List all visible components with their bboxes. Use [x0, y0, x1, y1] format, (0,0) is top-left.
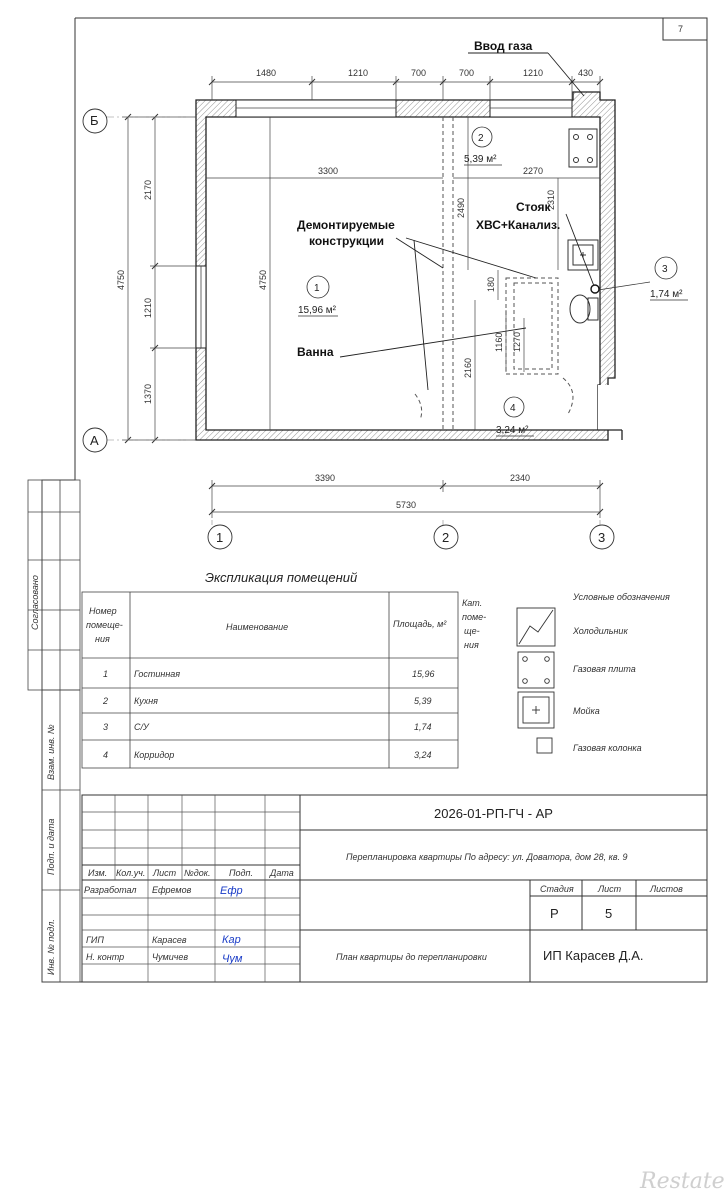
toilet — [570, 295, 598, 323]
room-3-area: 1,74 м² — [650, 289, 683, 300]
room-2-number: 2 — [478, 133, 484, 144]
stamp-organization: ИП Карасев Д.А. — [543, 948, 644, 963]
bath-label: Ванна — [297, 345, 334, 359]
dimension-lines — [122, 76, 600, 518]
dim-left-2: 1210 — [143, 297, 153, 318]
riser-marker — [591, 285, 599, 293]
dim-left-total: 4750 — [116, 269, 126, 290]
stamp-role-norm-control: Н. контр — [86, 952, 125, 962]
room-2-area: 5,39 м² — [464, 154, 497, 165]
stamp-sheets-label: Листов — [650, 884, 683, 894]
sink-icon — [518, 692, 554, 728]
stamp-document-code: 2026-01-РП-ГЧ - АР — [434, 806, 553, 821]
explication-row-num: 4 — [103, 750, 109, 760]
riser-label-line1: Стояк — [516, 200, 551, 214]
stamp-header-kol: Кол.уч. — [116, 868, 146, 878]
room-4-number: 4 — [510, 403, 516, 414]
explication-row-name: Гостинная — [134, 669, 181, 679]
explication-header-num-2: помеще- — [86, 620, 123, 630]
axis-row-a: А — [90, 433, 99, 448]
explication-header-num-3: ния — [95, 634, 110, 644]
legend-label-sink: Мойка — [573, 706, 600, 716]
gas-boiler-icon — [537, 738, 552, 753]
signature-developer: Ефр — [220, 885, 243, 897]
room-1-area: 15,96 м² — [298, 305, 337, 316]
explication-row-num: 3 — [103, 722, 109, 732]
stamp-project-name: Перепланировка квартиры По адресу: ул. Доватора, дом 28, кв. 9 — [346, 852, 628, 862]
dim-left-1: 2170 — [143, 179, 153, 200]
legend-label-fridge: Холодильник — [573, 626, 628, 636]
table-row — [102, 696, 432, 706]
explication-row-area: 15,96 — [412, 669, 435, 679]
dim-top-1: 1480 — [256, 68, 277, 78]
explication-row-num: 2 — [103, 696, 109, 706]
table-row — [103, 722, 432, 732]
dim-2310: 2310 — [546, 189, 556, 210]
stamp-name-norm-control: Чумичев — [152, 952, 189, 962]
stamp-header-izm: Изм. — [88, 868, 108, 878]
dim-1160: 1160 — [494, 332, 504, 352]
signature-gip: Кар — [222, 934, 241, 946]
signature-norm-control: Чум — [222, 953, 243, 965]
explication-row-area: 3,24 — [414, 750, 432, 760]
room-4-area: 3,24 м² — [496, 425, 529, 436]
dim-total-width: 5730 — [396, 500, 417, 510]
legend-label-gas-boiler: Газовая колонка — [573, 743, 642, 753]
explication-header-name: Наименование — [226, 622, 289, 632]
stamp-role-gip: ГИП — [86, 935, 104, 945]
stamp-drawing-title: План квартиры до перепланировки — [336, 952, 487, 962]
stamp-name-developer: Ефремов — [152, 885, 192, 895]
explication-header-cat-3: ще- — [464, 626, 480, 636]
dim-bottom-1: 3390 — [315, 473, 336, 483]
dim-kitchen-width: 2270 — [523, 166, 544, 176]
dim-2490: 2490 — [456, 197, 466, 218]
explication-header-cat-2: поме- — [462, 612, 487, 622]
stamp-sheet-value: 5 — [605, 906, 613, 921]
explication-header-cat-1: Кат. — [462, 598, 483, 608]
legend-title: Условные обозначения — [573, 592, 670, 602]
axis-col-2: 2 — [442, 530, 450, 545]
stamp-sheet-label: Лист — [598, 884, 622, 894]
stamp-header-sign: Подп. — [229, 868, 253, 878]
watermark-logo: Restate — [640, 1169, 725, 1194]
explication-row-name: С/У — [134, 722, 149, 732]
sheet-number: 7 — [678, 24, 684, 34]
explication-row-area: 5,39 — [414, 696, 432, 706]
table-row — [103, 669, 435, 679]
dim-top-5: 1210 — [523, 68, 544, 78]
demolish-label-line1: Демонтируемые — [297, 218, 395, 232]
dim-inner-height: 4750 — [258, 269, 268, 290]
room-3-number: 3 — [662, 264, 668, 275]
gas-input-label: Ввод газа — [474, 39, 533, 53]
explication-header-area: Площадь, м² — [393, 619, 447, 629]
stamp-stage-value: Р — [550, 906, 559, 921]
side-inv-replace: Взам. инв. № — [46, 724, 56, 780]
explication-row-name: Корридор — [134, 750, 175, 760]
axis-col-1: 1 — [216, 530, 224, 545]
side-agreed: Согласовано — [30, 575, 40, 630]
axis-row-b: Б — [90, 113, 99, 128]
dim-bottom-2: 2340 — [510, 473, 531, 483]
dim-2160: 2160 — [463, 357, 473, 378]
room-bubbles — [307, 127, 677, 417]
stamp-role-developer: Разработал — [84, 885, 137, 895]
area-underlines — [298, 165, 688, 436]
stamp-name-gip: Карасев — [152, 935, 187, 945]
explication-row-area: 1,74 — [414, 722, 432, 732]
dim-top-6: 430 — [578, 68, 594, 78]
axis-col-3: 3 — [598, 530, 606, 545]
legend-label-gas-stove: Газовая плита — [573, 664, 636, 674]
dim-top-4: 700 — [459, 68, 475, 78]
gas-stove-icon — [518, 652, 554, 688]
stamp-header-date: Дата — [270, 868, 294, 878]
side-inv-orig: Инв. № подл. — [46, 919, 56, 975]
fridge-icon — [517, 608, 555, 646]
room-1-number: 1 — [314, 283, 320, 294]
kitchen-sink — [568, 240, 598, 270]
explication-title: Экспликация помещений — [205, 570, 358, 585]
stamp-stage-label: Стадия — [540, 884, 574, 894]
dim-left-3: 1370 — [143, 383, 153, 404]
stamp-header-list: Лист — [153, 868, 177, 878]
explication-header-num-1: Номер — [89, 606, 117, 616]
stamp-header-doc: №док. — [184, 868, 211, 878]
dim-top-2: 1210 — [348, 68, 369, 78]
explication-row-num: 1 — [103, 669, 109, 679]
gas-stove — [569, 129, 597, 167]
table-row — [103, 750, 432, 760]
riser-label-line2: ХВС+Канализ. — [476, 218, 561, 232]
dim-180: 180 — [486, 276, 496, 292]
dim-top-3: 700 — [411, 68, 427, 78]
side-sign-date: Подп. и дата — [46, 818, 56, 875]
demolish-label-line2: конструкции — [309, 234, 384, 248]
explication-header-cat-4: ния — [464, 640, 479, 650]
explication-row-name: Кухня — [134, 696, 158, 706]
dim-1270: 1270 — [512, 331, 522, 352]
dim-inner-width: 3300 — [318, 166, 339, 176]
